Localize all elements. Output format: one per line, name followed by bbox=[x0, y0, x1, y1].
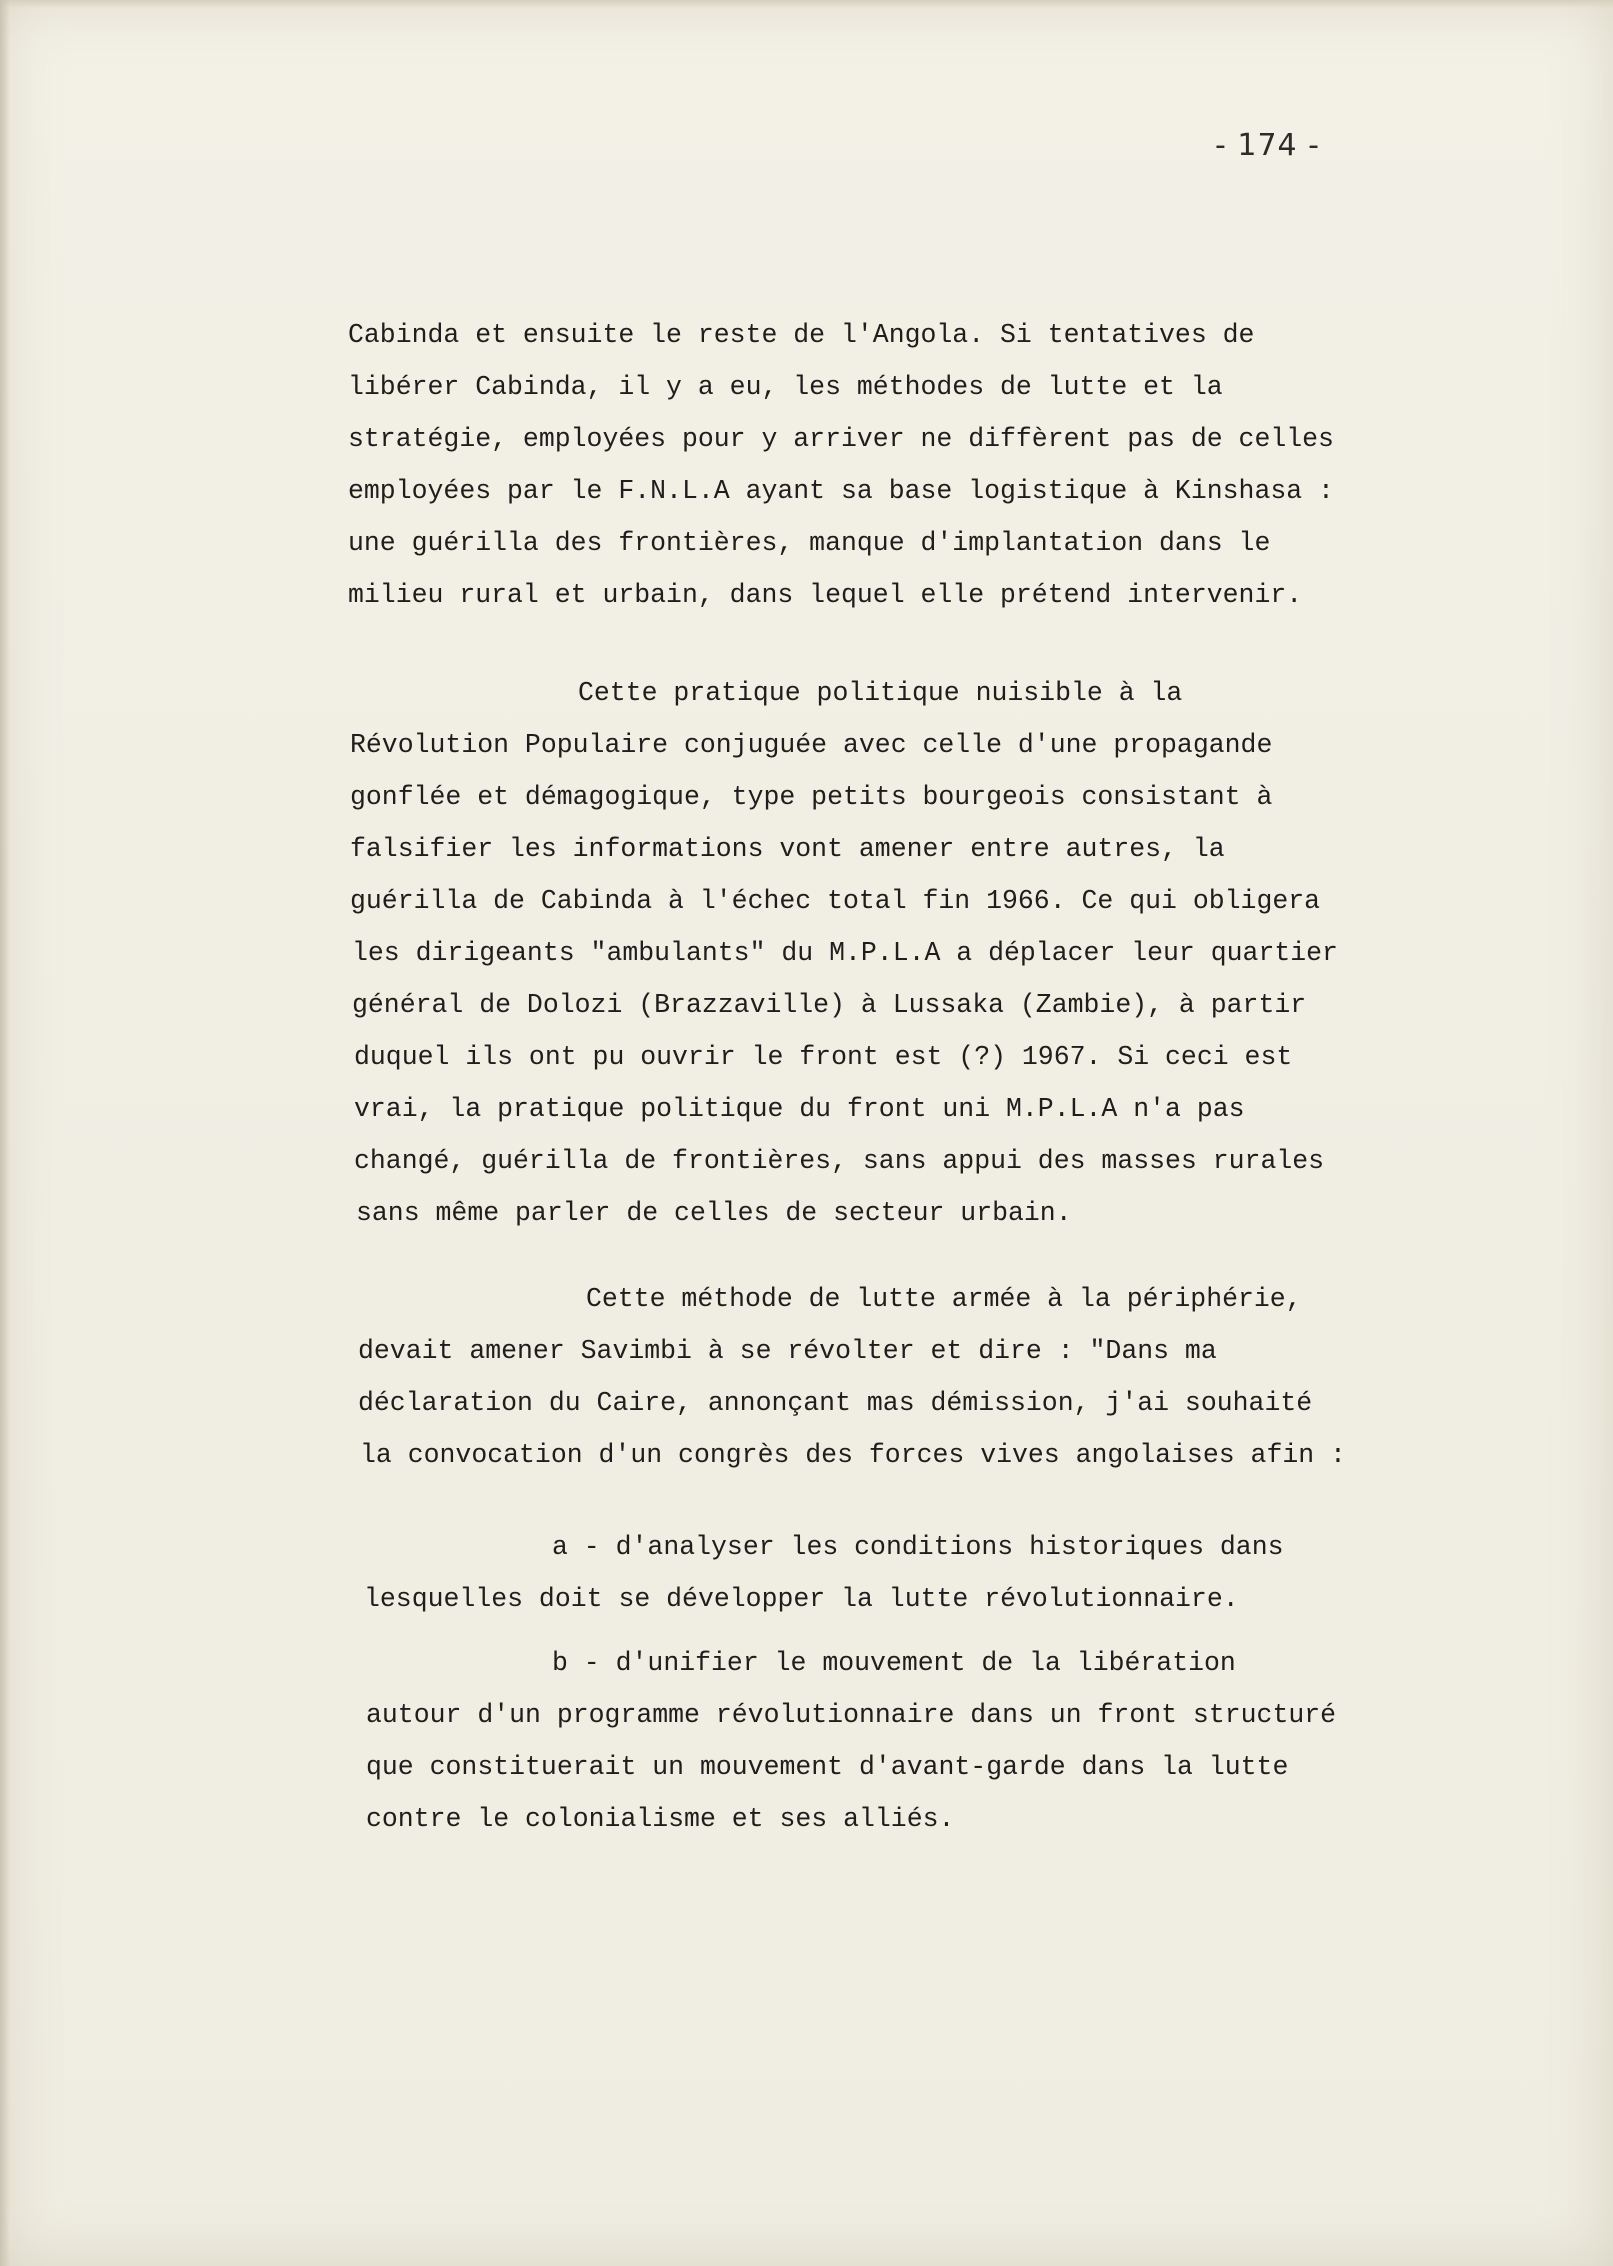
text-line: Cabinda et ensuite le reste de l'Angola. Si tentatives de bbox=[348, 320, 1255, 350]
text-line: sans même parler de celles de secteur urbain. bbox=[356, 1198, 1072, 1228]
text-line: général de Dolozi (Brazzaville) à Lussaka (Zambie), à partir bbox=[352, 990, 1307, 1020]
text-line: gonflée et démagogique, type petits bourgeois consistant à bbox=[350, 782, 1273, 812]
text-line: Révolution Populaire conjuguée avec celle d'une propagande bbox=[350, 730, 1273, 760]
text-line: contre le colonialisme et ses alliés. bbox=[366, 1804, 955, 1834]
text-line: milieu rural et urbain, dans lequel elle prétend intervenir. bbox=[348, 580, 1303, 610]
text-line: guérilla de Cabinda à l'échec total fin 1966. Ce qui obligera bbox=[350, 886, 1321, 916]
text-line: devait amener Savimbi à se révolter et dire : "Dans ma bbox=[358, 1336, 1217, 1366]
text-line: libérer Cabinda, il y a eu, les méthodes de lutte et la bbox=[348, 372, 1223, 402]
text-line: duquel ils ont pu ouvrir le front est (?) 1967. Si ceci est bbox=[354, 1042, 1293, 1072]
text-line: stratégie, employées pour y arriver ne diffèrent pas de celles bbox=[348, 424, 1334, 454]
page-number: - 174 - bbox=[1215, 128, 1320, 163]
text-line: la convocation d'un congrès des forces vives angolaises afin : bbox=[360, 1440, 1346, 1470]
text-line: changé, guérilla de frontières, sans appui des masses rurales bbox=[354, 1146, 1325, 1176]
text-line: falsifier les informations vont amener entre autres, la bbox=[350, 834, 1225, 864]
text-line: a - d'analyser les conditions historiques dans bbox=[552, 1532, 1284, 1562]
text-line: Cette méthode de lutte armée à la périphérie, bbox=[586, 1284, 1302, 1314]
text-line: une guérilla des frontières, manque d'implantation dans le bbox=[348, 528, 1271, 558]
text-line: lesquelles doit se développer la lutte révolutionnaire. bbox=[364, 1584, 1239, 1614]
text-line: employées par le F.N.L.A ayant sa base logistique à Kinshasa : bbox=[348, 476, 1334, 506]
text-line: autour d'un programme révolutionnaire dans un front structuré bbox=[366, 1700, 1337, 1730]
text-line: vrai, la pratique politique du front uni M.P.L.A n'a pas bbox=[354, 1094, 1245, 1124]
page-edge-left bbox=[0, 0, 10, 2266]
page-edge-top bbox=[0, 0, 1613, 8]
text-line: que constituerait un mouvement d'avant-garde dans la lutte bbox=[366, 1752, 1289, 1782]
text-line: Cette pratique politique nuisible à la bbox=[578, 678, 1183, 708]
text-line: les dirigeants "ambulants" du M.P.L.A a déplacer leur quartier bbox=[352, 938, 1338, 968]
text-line: b - d'unifier le mouvement de la libération bbox=[552, 1648, 1236, 1678]
text-line: déclaration du Caire, annonçant mas démission, j'ai souhaité bbox=[358, 1388, 1313, 1418]
